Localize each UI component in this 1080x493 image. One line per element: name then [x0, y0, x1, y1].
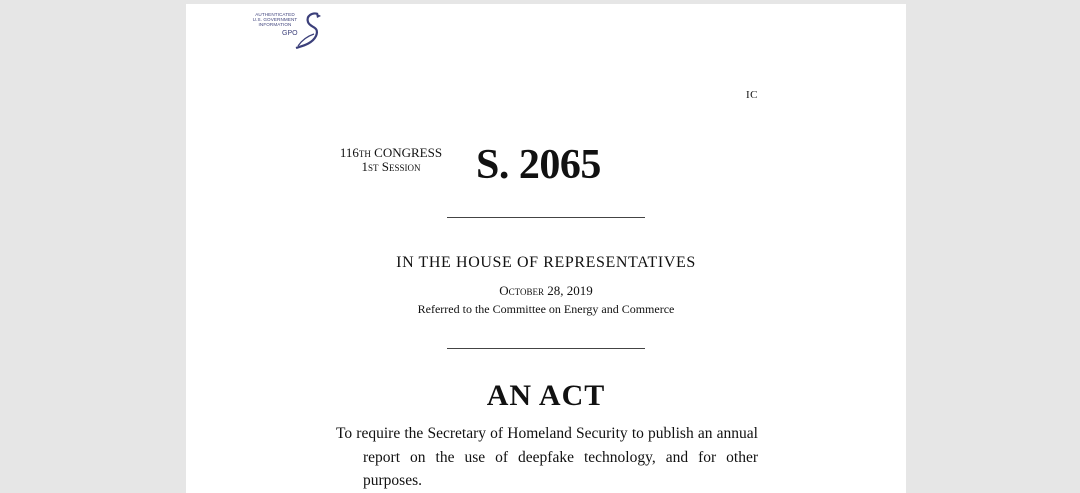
referral-date: October 28, 2019	[499, 283, 593, 298]
gpo-authentication-logo	[246, 10, 326, 50]
divider-rule	[447, 217, 645, 218]
ic-code: IC	[746, 89, 758, 101]
congress-label: 116th CONGRESS	[339, 145, 443, 160]
logo-text: AUTHENTICATED U.S. GOVERNMENT INFORMATION	[252, 12, 298, 27]
logo-gpo-mark: GPO	[282, 30, 298, 37]
bill-number: S. 2065	[476, 142, 601, 188]
congress-session-block	[326, 146, 456, 174]
referral-committee: Referred to the Committee on Energy and Commerce	[417, 302, 675, 316]
divider-rule	[447, 348, 645, 349]
act-purpose: To require the Secretary of Homeland Security to publish an annual report on the use of deepfake technology, and for other purposes.	[336, 425, 758, 489]
session-label: 1st Session	[361, 159, 421, 174]
act-title: AN ACT	[486, 379, 606, 412]
eagle-icon	[290, 10, 324, 50]
chamber-heading: IN THE HOUSE OF REPRESENTATIVES	[396, 254, 696, 271]
document-page	[186, 4, 906, 493]
